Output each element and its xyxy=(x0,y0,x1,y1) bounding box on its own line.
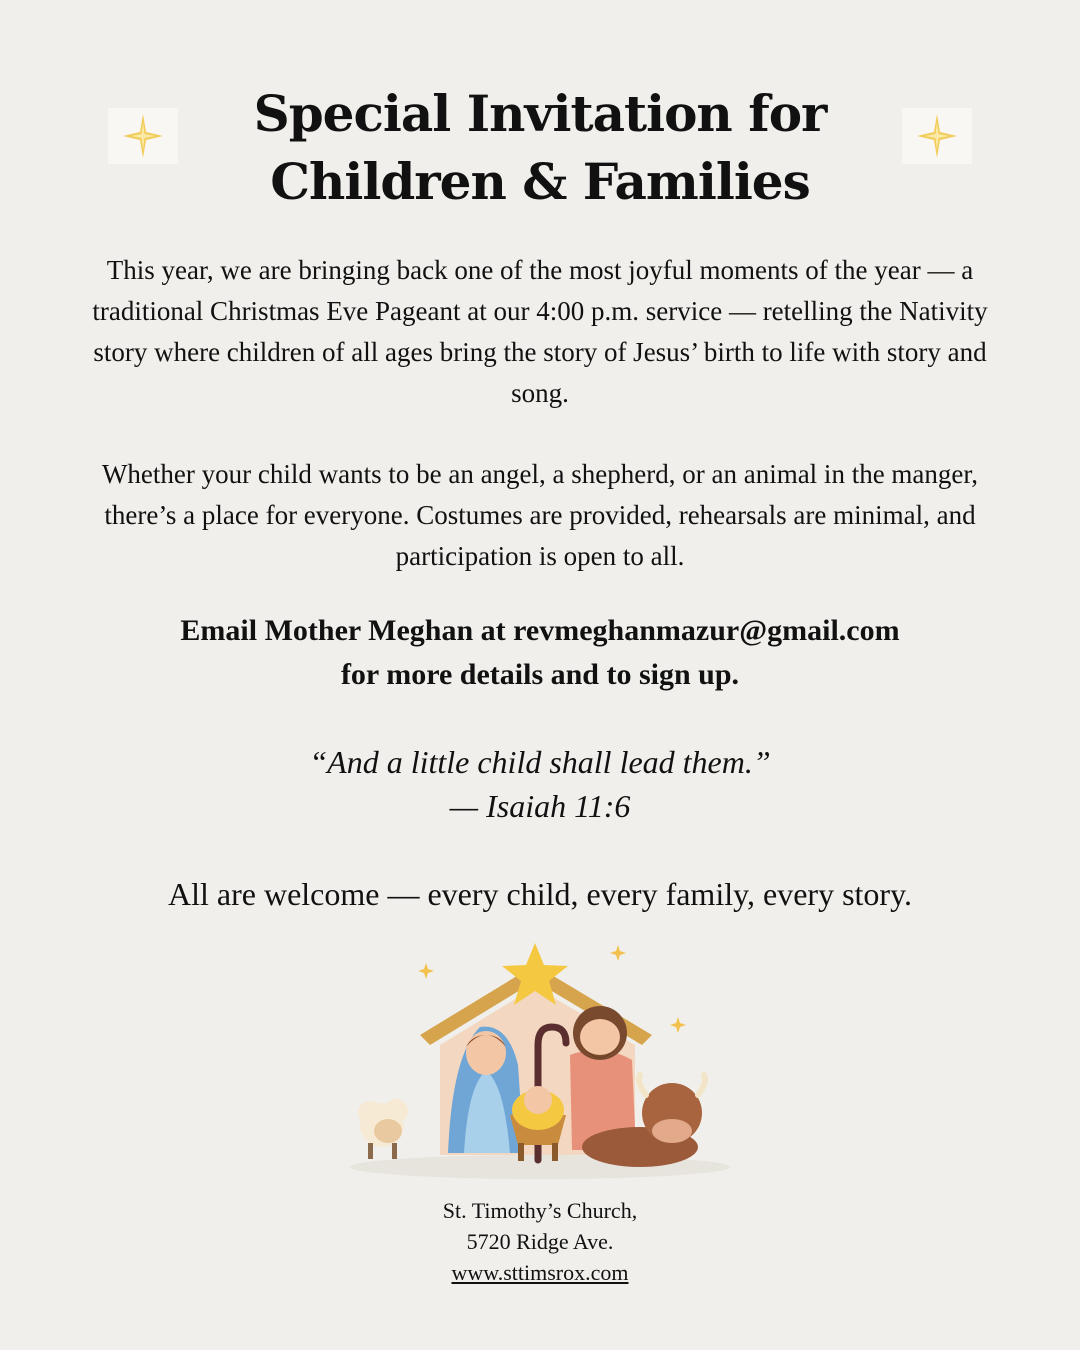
page-title xyxy=(0,80,1080,216)
title-line-2: Children & Families xyxy=(270,152,810,211)
participation-paragraph: Whether your child wants to be an angel, a shepherd, or an animal in the manger, there’s a place for everyone. Costumes are provided, rehearsals are minimal, and participation is open to all. xyxy=(101,459,979,571)
church-address: 5720 Ridge Ave. xyxy=(466,1229,614,1254)
church-name: St. Timothy’s Church, xyxy=(442,1198,638,1223)
church-website-link[interactable]: www.sttimsrox.com xyxy=(451,1260,629,1285)
signup-details-line: for more details and to sign up. xyxy=(340,658,740,691)
signup-email-line: Email Mother Meghan at revmeghanmazur@gmail.com xyxy=(180,614,900,647)
church-info xyxy=(0,1195,1080,1288)
scripture-quote xyxy=(0,740,1080,828)
welcome-message: All are welcome — every child, every family, every story. xyxy=(168,876,912,912)
sheep-figure xyxy=(358,1099,408,1159)
intro-paragraph: This year, we are bringing back one of the most joyful moments of the year — a traditional Christmas Eve Pageant at our 4:00 p.m. service — retelling the Nativity story where children of all ages bring the story of Jesus’ birth to life with story and song. xyxy=(92,255,988,408)
title-line-1: Special Invitation for xyxy=(253,84,827,143)
quote-text: “And a little child shall lead them.” xyxy=(309,744,771,780)
nativity-scene-illustration xyxy=(340,935,740,1185)
quote-citation: — Isaiah 11:6 xyxy=(449,788,631,824)
signup-callout xyxy=(60,609,1020,697)
